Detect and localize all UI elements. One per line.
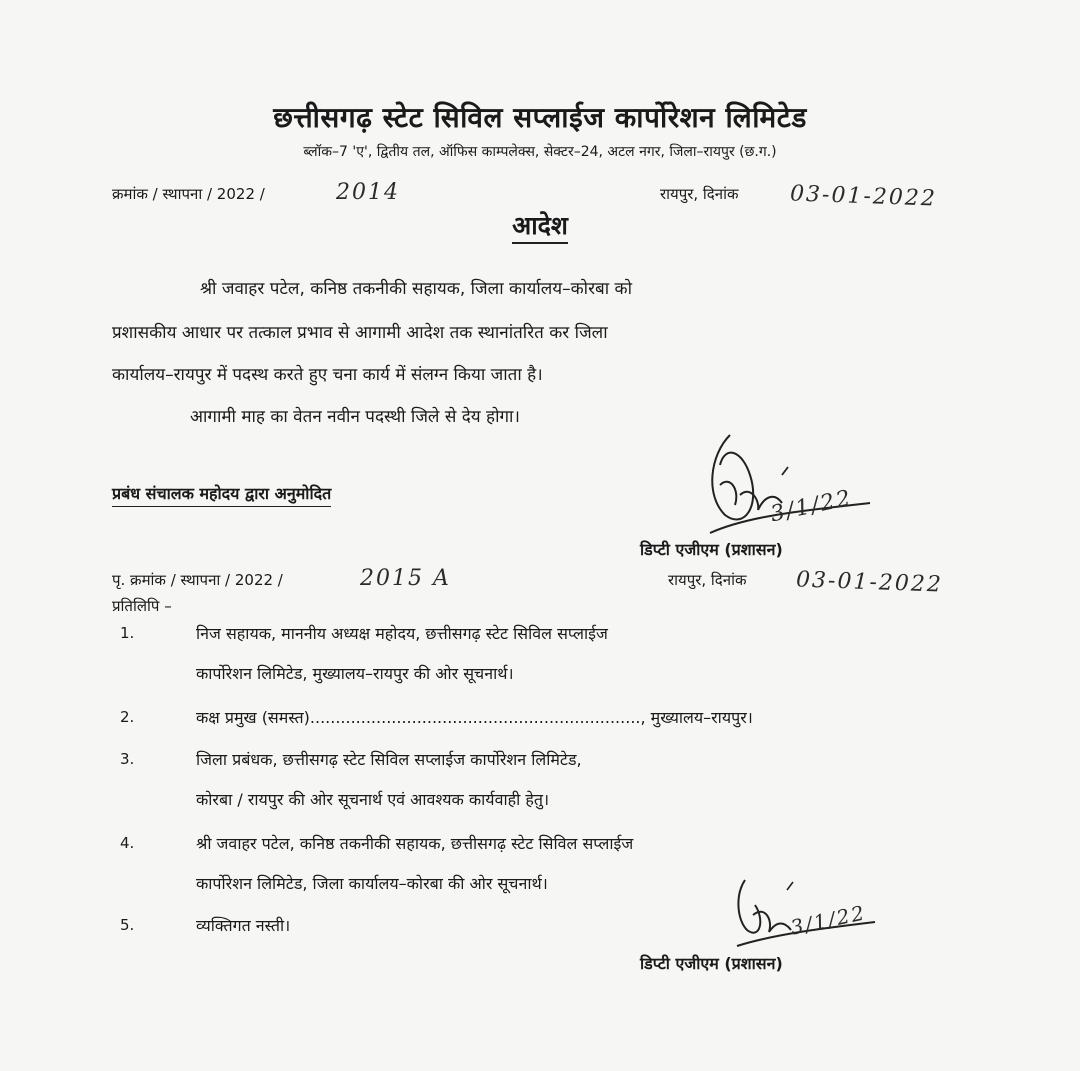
copy-reference-number-label: पृ. क्रमांक / स्थापना / 2022 / <box>112 571 283 589</box>
copy-item-3-number: 3. <box>120 750 135 768</box>
body-para1-line3: कार्यालय–रायपुर में पदस्थ करते हुए चना कार्य में संलग्न किया जाता है। <box>112 365 543 385</box>
copy-item-1-line1: निज सहायक, माननीय अध्यक्ष महोदय, छत्तीसगढ़ स्टेट सिविल सप्लाईज <box>196 624 608 643</box>
order-heading <box>0 208 1080 242</box>
copy-item-3-line1: जिला प्रबंधक, छत्तीसगढ़ स्टेट सिविल सप्लाईज कार्पोरेशन लिमिटेड, <box>196 750 582 769</box>
copy-item-4-number: 4. <box>120 834 135 852</box>
organization-title: छत्तीसगढ़ स्टेट सिविल सप्लाईज कार्पोरेशन लिमिटेड <box>273 101 807 134</box>
body-para1-line2: प्रशासकीय आधार पर तत्काल प्रभाव से आगामी आदेश तक स्थानांतरित कर जिला <box>112 323 608 343</box>
reference-date-label: रायपुर, दिनांक <box>660 185 739 203</box>
copy-item-1-number: 1. <box>120 624 135 642</box>
copy-reference-date-handwritten: 03-01-2022 <box>795 567 944 598</box>
copy-item-4-line2: कार्पोरेशन लिमिटेड, जिला कार्यालय–कोरबा की ओर सूचनार्थ। <box>196 874 548 893</box>
reference-date-handwritten: 03-01-2022 <box>789 181 938 212</box>
order-heading-text: आदेश <box>512 211 568 244</box>
copy-reference-number-handwritten: 2015 A <box>360 566 451 591</box>
approved-by-text: प्रबंध संचालक महोदय द्वारा अनुमोदित <box>112 482 331 507</box>
copy-item-4-line1: श्री जवाहर पटेल, कनिष्ठ तकनीकी सहायक, छत्तीसगढ़ स्टेट सिविल सप्लाईज <box>196 834 634 853</box>
handwritten-signature-icon <box>690 415 890 545</box>
body-para2: आगामी माह का वेतन नवीन पदस्थी जिले से देय होगा। <box>190 407 520 427</box>
reference-number-label: क्रमांक / स्थापना / 2022 / <box>112 185 265 203</box>
copy-item-1-line2: कार्पोरेशन लिमिटेड, मुख्यालय–रायपुर की ओर सूचनार्थ। <box>196 664 514 683</box>
signature-1-designation: डिप्टी एजीएम (प्रशासन) <box>640 540 783 559</box>
copy-item-3-line2: कोरबा / रायपुर की ओर सूचनार्थ एवं आवश्यक कार्यवाही हेतु। <box>196 790 550 809</box>
copy-item-2-number: 2. <box>120 708 135 726</box>
reference-number-handwritten: 2014 <box>336 180 400 205</box>
signature-1-date-handwritten: 3/1/22 <box>768 485 855 528</box>
copy-item-5-number: 5. <box>120 916 135 934</box>
body-para1-line1: श्री जवाहर पटेल, कनिष्ठ तकनीकी सहायक, जिला कार्यालय–कोरबा को <box>200 279 632 299</box>
copy-item-2-line1: कक्ष प्रमुख (समस्त)................................................................., मुख्यालय–रायपुर। <box>196 708 753 727</box>
signature-2-designation: डिप्टी एजीएम (प्रशासन) <box>640 954 783 973</box>
copy-reference-date-label: रायपुर, दिनांक <box>668 571 747 589</box>
organization-address: ब्लॉक–7 'ए', द्वितीय तल, ऑफिस काम्पलेक्स, सेक्टर–24, अटल नगर, जिला–रायपुर (छ.ग.) <box>303 144 777 160</box>
signature-2-date-handwritten: 3/1/22 <box>788 900 869 940</box>
copy-item-5-line1: व्यक्तिगत नस्ती। <box>196 916 291 935</box>
copy-label: प्रतिलिपि – <box>112 597 172 615</box>
